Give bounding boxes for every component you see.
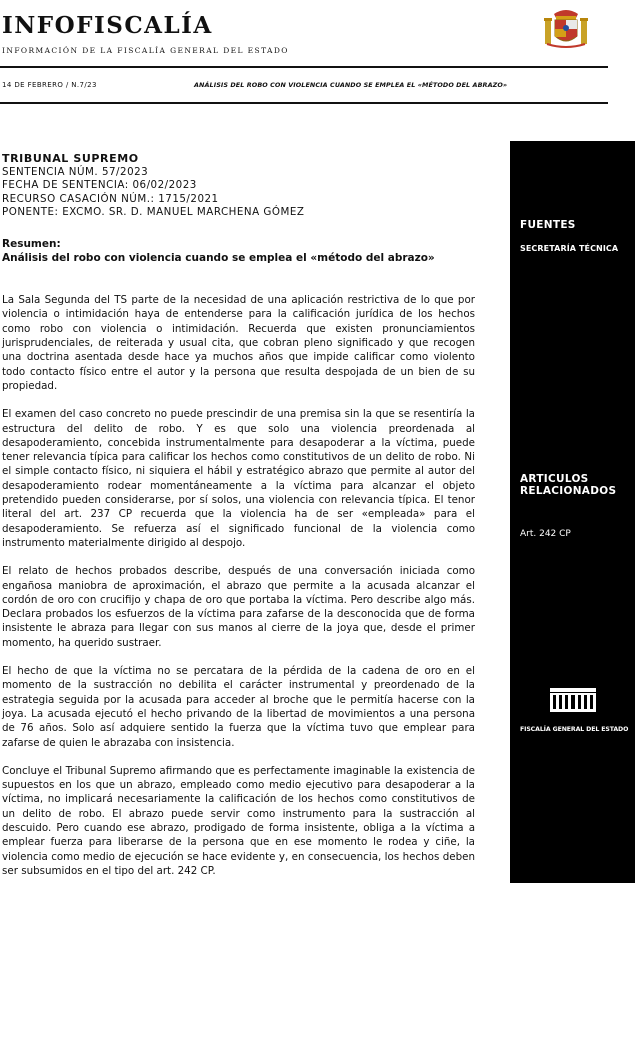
related-article-link[interactable]: Art. 242 CP bbox=[520, 529, 571, 539]
body-paragraph: El examen del caso concreto no puede prescindir de una premisa sin la que se resentiría la estructura del delito de robo. Y es que solo una violencia preordenada al desapoderamiento, concebida instrumentalmente para desapoderar a la víctima, puede tener relevancia típica para calificar los hechos como constitutivos de un delito de robo. Ni el simple contacto físico, ni siquiera el hábil y estratégico abrazo que permite al autor del desapoderamiento rodear momentáneamente a la víctima para alcanzar el objeto pretendido pueden considerarse, por sí solos, una violencia con relevancia típica. El tenor literal del art. 237 CP recuerda que la violencia ha de ser «empleada» para el desapoderamiento. Se refuerza así el significado funcional de la violencia como instrumento materialmente dirigido al despojo. bbox=[2, 408, 475, 549]
summary-label: Resumen: bbox=[2, 238, 61, 251]
body-paragraph: La Sala Segunda del TS parte de la necesidad de una aplicación restrictiva de lo que por violencia o intimidación haya de entenderse para la calificación jurídica de los hechos como robo con violencia o intimidación. Recuerda que existen pronunciamientos jurisprudenciales, de reiterada y usual cita, que cobran pleno significado y que recogen una doctrina asentada desde hace ya muchos años que impide calificar como violento todo contacto físico entre el autor y la persona que resulta despojada de un bien de su propiedad. bbox=[2, 294, 475, 392]
main-content bbox=[2, 152, 475, 878]
sidebar bbox=[510, 141, 635, 883]
summary-text: Análisis del robo con violencia cuando se emplea el «método del abrazo» bbox=[2, 252, 435, 265]
sentencia-number: SENTENCIA NÚM. 57/2023 bbox=[2, 166, 149, 178]
related-articles-label: ARTICULOS RELACIONADOS bbox=[520, 473, 617, 497]
ponente: PONENTE: EXCMO. SR. D. MANUEL MARCHENA GÓMEZ bbox=[2, 205, 305, 218]
masthead-subtitle: INFORMACIÓN DE LA FISCALÍA GENERAL DEL ESTADO bbox=[2, 46, 289, 55]
header-rule-bottom bbox=[0, 102, 608, 104]
recurso-number: RECURSO CASACIÓN NÚM.: 1715/2021 bbox=[2, 192, 219, 205]
body-paragraph: Concluye el Tribunal Supremo afirmando que es perfectamente imaginable la existencia de supuestos en los que un abrazo, empleado como medio ejecutivo para desapoderar a la víctima, no implicará necesariamente la calificación de los hechos como constitutivos de un delito de robo. El abrazo puede servir como instrumento para la sustracción al descuido. Pero cuando ese abrazo, prodigado de forma insistente, obliga a la víctima a emplear fuerza para liberarse de la persona que en ese momento le rodea y ciñe, la violencia como medio de ejecución se hace evidente y, en consecuencia, los hechos deben ser subsumidos en el tipo del art. 242 CP. bbox=[2, 764, 475, 877]
masthead-title: INFOFISCALÍA bbox=[2, 12, 213, 39]
header-rule-top bbox=[0, 66, 608, 68]
fiscalia-building-logo-icon bbox=[548, 686, 598, 714]
issue-headline: ANÁLISIS DEL ROBO CON VIOLENCIA CUANDO SE EMPLEA EL «MÉTODO DEL ABRAZO» bbox=[194, 81, 508, 89]
court-name: TRIBUNAL SUPREMO bbox=[2, 152, 139, 165]
fiscalia-caption: FISCALÍA GENERAL DEL ESTADO bbox=[520, 726, 629, 733]
sources-label: FUENTES bbox=[520, 219, 576, 231]
body-paragraph: El relato de hechos probados describe, después de una conversación iniciada como engañosa maniobra de aproximación, el abrazo que permite a la acusada alcanzar el cordón de oro con crucifijo y chapa de oro que portaba la víctima. Pero describe algo más. Declara probados los esfuerzos de la víctima para zafarse de la desconocida que de forma insistente le abraza para llegar con sus manos al cierre de la joya que, desde el primer momento, ha querido sustraer. bbox=[2, 565, 475, 649]
issue-date-number: 14 DE FEBRERO / N.7/23 bbox=[2, 81, 97, 89]
body-paragraph: El hecho de que la víctima no se percatara de la pérdida de la cadena de oro en el momento de la sustracción no debilita el carácter instrumental y preordenado de la estrategia seguida por la acusada para acceder al broche que le permitía hacerse con la joya. La acusada ejecutó el hecho privando de la libertad de movimientos a una persona de 76 años. Solo así adquiere sentido la fuerza que la víctima tuvo que emplear para zafarse de quien le abrazaba con insistencia. bbox=[2, 665, 475, 749]
sentencia-date: FECHA DE SENTENCIA: 06/02/2023 bbox=[2, 179, 197, 192]
spain-coat-of-arms-icon bbox=[542, 6, 590, 50]
sources-value: SECRETARÍA TÉCNICA bbox=[520, 244, 619, 253]
